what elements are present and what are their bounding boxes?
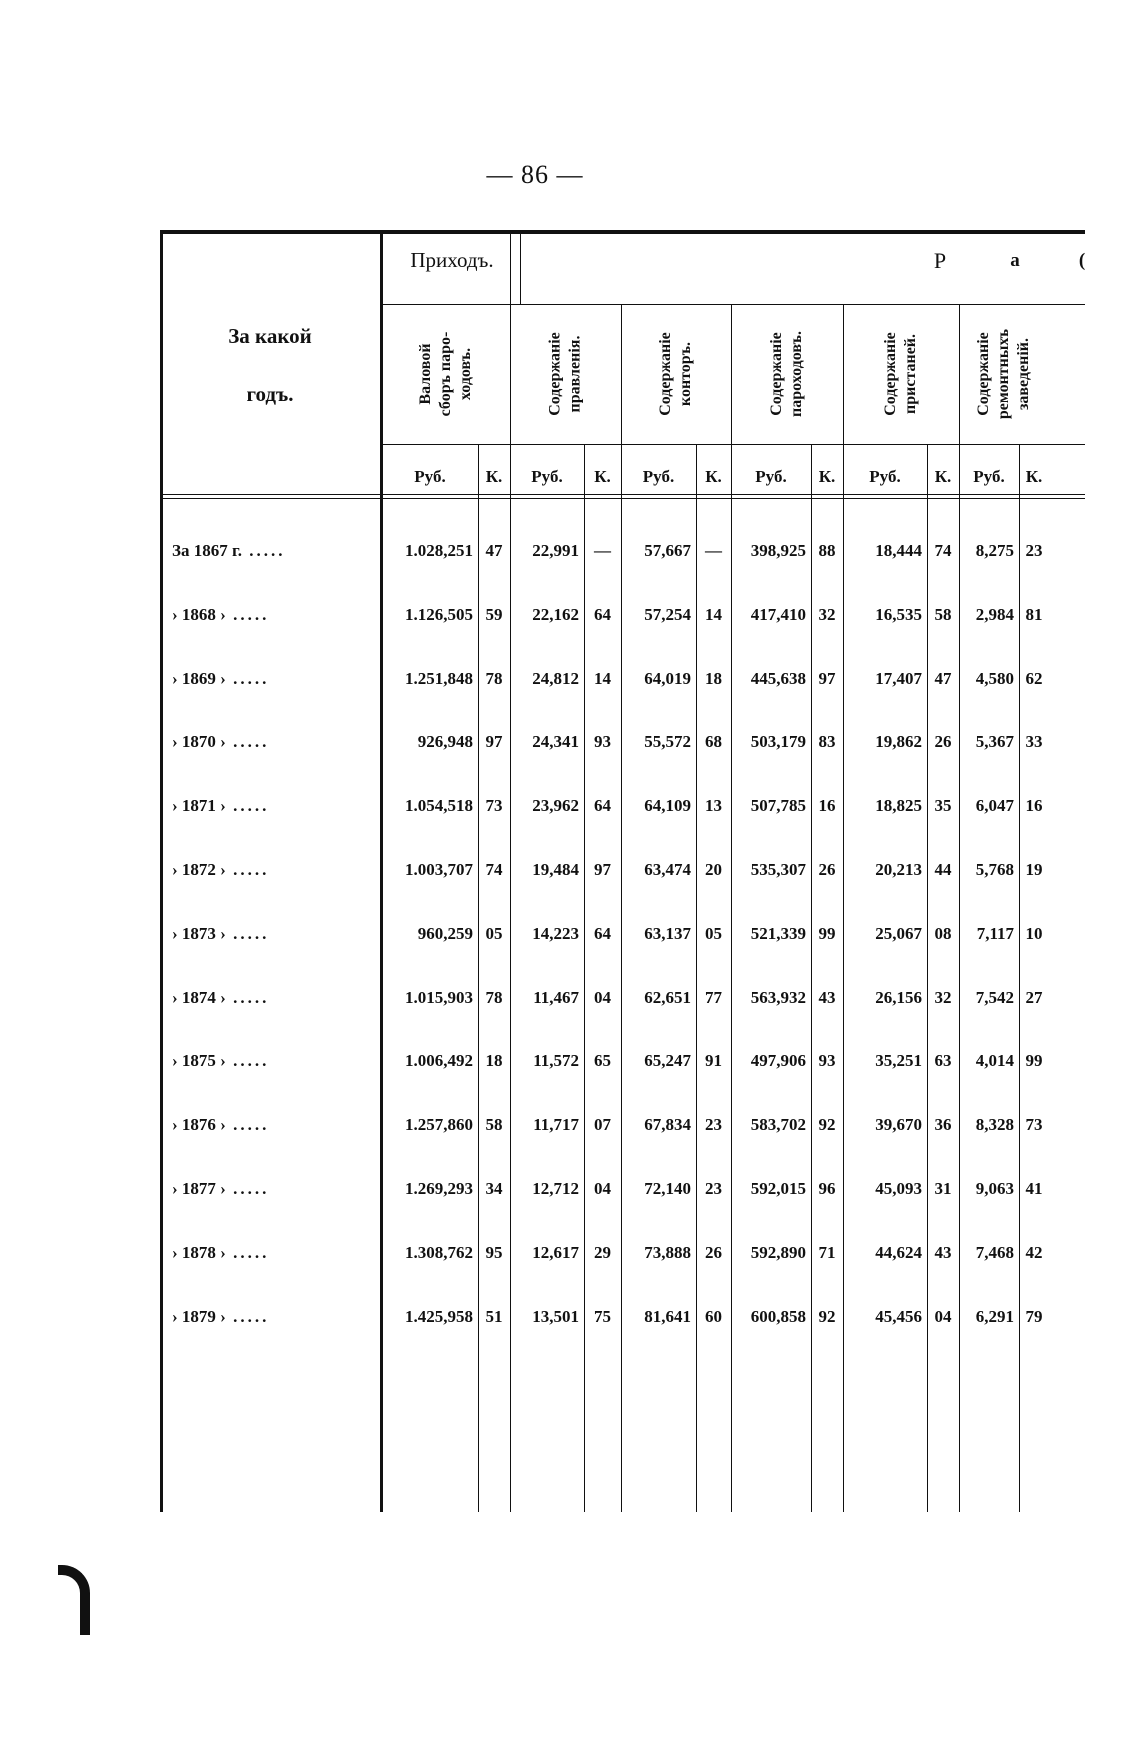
row-year-label — [172, 983, 382, 1013]
cell-gross-rub: 1.257,860 — [405, 1115, 473, 1134]
cell-board-rub: 19,484 — [532, 860, 579, 879]
cell-steamers-kop: 97 — [818, 669, 836, 688]
cell-gross-kop: 34 — [485, 1179, 503, 1198]
cell-repair-rub: 2,984 — [975, 605, 1014, 624]
cell-offices-rub: 57,667 — [644, 541, 691, 560]
unit-kop: К. — [818, 467, 836, 486]
column-header-label: Содержаніе ремонтныхъ заведеній. — [975, 328, 1033, 420]
row-year-label — [172, 1174, 382, 1204]
cell-steamers-rub: 600,858 — [750, 1307, 806, 1326]
cell-board-rub: 22,991 — [532, 541, 579, 560]
cell-steamers-rub: 503,179 — [750, 732, 806, 751]
cell-board-rub: 12,712 — [532, 1179, 579, 1198]
expense-group-letter-1: Р — [933, 248, 947, 273]
cell-repair-rub: 7,542 — [975, 988, 1014, 1007]
cell-piers-kop: 36 — [934, 1115, 952, 1134]
cell-board-kop: 64 — [594, 796, 611, 815]
cell-offices-rub: 64,109 — [644, 796, 691, 815]
cell-steamers-kop: 92 — [818, 1307, 836, 1326]
cell-piers-rub: 18,825 — [875, 796, 922, 815]
unit-kop: К. — [485, 467, 503, 486]
cell-piers-rub: 35,251 — [875, 1051, 922, 1070]
cell-steamers-rub: 497,906 — [750, 1051, 806, 1070]
cell-piers-rub: 16,535 — [875, 605, 922, 624]
cell-piers-kop: 63 — [934, 1051, 952, 1070]
cell-gross-kop: 73 — [485, 796, 503, 815]
cell-offices-rub: 72,140 — [644, 1179, 691, 1198]
cell-gross-kop: 18 — [485, 1051, 503, 1070]
row-year-label — [172, 664, 382, 694]
cell-offices-kop: 60 — [705, 1307, 722, 1326]
cell-piers-rub: 18,444 — [875, 541, 922, 560]
leader-dots: ..... — [225, 1243, 270, 1262]
cell-offices-rub: 57,254 — [644, 605, 691, 624]
cell-offices-kop: 05 — [705, 924, 722, 943]
cell-board-rub: 12,617 — [532, 1243, 579, 1262]
cell-piers-kop: 26 — [934, 732, 952, 751]
cell-steamers-rub: 592,015 — [750, 1179, 806, 1198]
leader-dots: ..... — [225, 860, 270, 879]
cell-board-kop: 64 — [594, 605, 611, 624]
cell-board-rub: 13,501 — [532, 1307, 579, 1326]
cell-gross-rub: 1.269,293 — [405, 1179, 473, 1198]
cell-piers-kop: 47 — [934, 669, 952, 688]
cell-gross-rub: 1.006,492 — [405, 1051, 473, 1070]
cell-gross-rub: 1.003,707 — [405, 860, 473, 879]
row-year-label — [172, 1110, 382, 1140]
cell-offices-kop: 26 — [705, 1243, 722, 1262]
cell-gross-rub: 1.251,848 — [405, 669, 473, 688]
cell-piers-rub: 17,407 — [875, 669, 922, 688]
cell-board-rub: 24,812 — [532, 669, 579, 688]
cell-piers-rub: 20,213 — [875, 860, 922, 879]
cell-board-kop: 07 — [594, 1115, 611, 1134]
cell-gross-rub: 1.015,903 — [405, 988, 473, 1007]
leader-dots: ..... — [225, 1307, 270, 1326]
cell-piers-kop: 08 — [934, 924, 952, 943]
cell-board-kop: 75 — [594, 1307, 611, 1326]
leader-dots: ..... — [225, 988, 270, 1007]
cell-piers-kop: 43 — [934, 1243, 952, 1262]
leader-dots: ..... — [225, 1179, 270, 1198]
cell-repair-rub: 5,768 — [975, 860, 1014, 879]
cell-piers-kop: 31 — [934, 1179, 952, 1198]
column-header-label: Содержаніе пароходовъ. — [768, 331, 805, 417]
leader-dots: ..... — [225, 796, 270, 815]
leader-dots: ..... — [225, 732, 270, 751]
cell-gross-kop: 97 — [485, 732, 503, 751]
cell-board-kop: 29 — [594, 1243, 611, 1262]
cell-board-kop: 65 — [594, 1051, 611, 1070]
cell-steamers-kop: 99 — [818, 924, 836, 943]
column-header-gross — [382, 306, 510, 442]
cell-offices-rub: 55,572 — [644, 732, 691, 751]
cell-gross-rub: 1.308,762 — [405, 1243, 473, 1262]
unit-kop: К. — [934, 467, 952, 486]
cell-board-kop: 04 — [594, 988, 611, 1007]
row-year-text: › 1876 › — [172, 1115, 226, 1134]
row-year-text: › 1871 › — [172, 796, 226, 815]
cell-repair-kop: 33 — [1025, 732, 1043, 751]
row-year-text: › 1878 › — [172, 1243, 226, 1262]
income-group-divider — [520, 234, 521, 304]
cell-board-rub: 11,572 — [533, 1051, 579, 1070]
leader-dots: ..... — [242, 541, 286, 560]
cell-steamers-rub: 592,890 — [750, 1243, 806, 1262]
column-header-label: Содержаніе правленія. — [546, 332, 584, 416]
row-year-label — [172, 1238, 382, 1268]
cell-board-kop: 04 — [594, 1179, 611, 1198]
cell-repair-kop: 73 — [1025, 1115, 1043, 1134]
cell-board-rub: 14,223 — [532, 924, 579, 943]
cell-steamers-kop: 83 — [818, 732, 836, 751]
unit-rub: Руб. — [869, 467, 901, 486]
column-header-offices — [621, 306, 731, 442]
cell-gross-rub: 1.028,251 — [405, 541, 473, 560]
row-year-label — [172, 727, 382, 757]
cell-board-rub: 11,717 — [533, 1115, 579, 1134]
cell-piers-kop: 35 — [934, 796, 952, 815]
cell-gross-kop: 05 — [485, 924, 503, 943]
row-year-text: › 1875 › — [172, 1051, 226, 1070]
row-year-text: › 1874 › — [172, 988, 226, 1007]
cell-offices-kop: 77 — [705, 988, 722, 1007]
cell-piers-rub: 45,456 — [875, 1307, 922, 1326]
cell-repair-kop: 27 — [1025, 988, 1043, 1007]
cell-offices-kop: 91 — [705, 1051, 722, 1070]
cell-gross-kop: 51 — [485, 1307, 503, 1326]
expense-group-letter-3: ( — [1078, 250, 1085, 271]
cell-gross-rub: 926,948 — [417, 732, 473, 751]
income-group-header: Приходъ. — [410, 248, 494, 272]
unit-kop: К. — [1025, 467, 1043, 486]
row-year-label — [172, 855, 382, 885]
column-header-board — [510, 306, 621, 442]
row-year-label — [172, 1302, 382, 1332]
cell-gross-rub: 1.126,505 — [405, 605, 473, 624]
cell-board-rub: 22,162 — [532, 605, 579, 624]
cell-board-kop: 64 — [594, 924, 611, 943]
finance-table — [160, 230, 1085, 1512]
cell-offices-kop: 13 — [705, 796, 722, 815]
cell-repair-rub: 7,468 — [975, 1243, 1014, 1262]
cell-offices-kop: 20 — [705, 860, 722, 879]
cell-board-kop: — — [594, 541, 611, 560]
column-header-label: Валовой сборъ паро- ходовъ. — [417, 331, 474, 417]
cell-gross-rub: 960,259 — [417, 924, 473, 943]
column-header-repair — [959, 306, 1049, 442]
cell-repair-rub: 8,328 — [975, 1115, 1014, 1134]
row-year-label — [172, 1046, 382, 1076]
cell-steamers-kop: 16 — [818, 796, 836, 815]
unit-kop: К. — [594, 467, 611, 486]
cell-repair-kop: 41 — [1025, 1179, 1043, 1198]
table-left-border — [160, 234, 163, 1512]
row-year-text: За 1867 г. — [172, 541, 243, 560]
cell-offices-kop: 14 — [705, 605, 722, 624]
cell-steamers-rub: 521,339 — [750, 924, 806, 943]
header-rule-2 — [160, 498, 1085, 499]
cell-repair-kop: 23 — [1025, 541, 1043, 560]
leader-dots: ..... — [225, 1115, 270, 1134]
cell-piers-rub: 19,862 — [875, 732, 922, 751]
unit-rub: Руб. — [642, 467, 675, 486]
row-year-label — [172, 536, 382, 566]
cell-repair-rub: 4,014 — [975, 1051, 1014, 1070]
row-year-text: › 1869 › — [172, 669, 226, 688]
cell-offices-kop: — — [705, 541, 722, 560]
cell-repair-rub: 4,580 — [975, 669, 1014, 688]
cell-piers-rub: 39,670 — [875, 1115, 922, 1134]
cell-offices-kop: 68 — [705, 732, 722, 751]
cell-board-rub: 24,341 — [532, 732, 579, 751]
cell-piers-rub: 44,624 — [875, 1243, 922, 1262]
cell-repair-rub: 6,047 — [975, 796, 1014, 815]
row-year-text: › 1877 › — [172, 1179, 226, 1198]
cell-offices-rub: 73,888 — [644, 1243, 691, 1262]
cell-repair-rub: 9,063 — [975, 1179, 1014, 1198]
column-header-steamers — [731, 306, 843, 442]
cell-repair-kop: 79 — [1025, 1307, 1043, 1326]
cell-offices-rub: 64,019 — [644, 669, 691, 688]
row-year-text: › 1868 › — [172, 605, 226, 624]
cell-piers-kop: 74 — [934, 541, 952, 560]
cell-piers-rub: 25,067 — [875, 924, 922, 943]
cell-steamers-rub: 445,638 — [750, 669, 806, 688]
cell-steamers-kop: 71 — [818, 1243, 836, 1262]
cell-gross-rub: 1.054,518 — [405, 796, 473, 815]
cell-offices-kop: 18 — [705, 669, 722, 688]
column-header-label: Содержаніе конторъ. — [657, 332, 694, 416]
cell-piers-rub: 45,093 — [875, 1179, 922, 1198]
cell-piers-kop: 32 — [934, 988, 952, 1007]
cell-offices-kop: 23 — [705, 1179, 722, 1198]
cell-steamers-rub: 583,702 — [750, 1115, 806, 1134]
cell-steamers-kop: 92 — [818, 1115, 836, 1134]
row-year-text: › 1873 › — [172, 924, 226, 943]
page-number: — 86 — — [486, 160, 584, 189]
cell-board-rub: 11,467 — [533, 988, 579, 1007]
row-year-label — [172, 791, 382, 821]
unit-rub: Руб. — [973, 467, 1005, 486]
row-year-label — [172, 600, 382, 630]
column-header-label: Содержаніе пристаней. — [882, 332, 919, 416]
cell-offices-rub: 62,651 — [644, 988, 691, 1007]
cell-steamers-kop: 96 — [818, 1179, 836, 1198]
cell-steamers-kop: 93 — [818, 1051, 836, 1070]
row-year-text: › 1872 › — [172, 860, 226, 879]
column-header-piers — [843, 306, 959, 442]
cell-piers-kop: 04 — [934, 1307, 952, 1326]
cell-repair-rub: 6,291 — [975, 1307, 1014, 1326]
bracket-mark — [58, 1565, 90, 1635]
cell-steamers-kop: 43 — [818, 988, 836, 1007]
cell-repair-kop: 99 — [1025, 1051, 1043, 1070]
cell-piers-kop: 58 — [934, 605, 952, 624]
cell-steamers-kop: 88 — [818, 541, 836, 560]
cell-offices-rub: 65,247 — [644, 1051, 691, 1070]
cell-gross-kop: 58 — [485, 1115, 503, 1134]
cell-steamers-kop: 32 — [818, 605, 836, 624]
cell-board-kop: 97 — [594, 860, 611, 879]
column-header-underline — [382, 444, 1085, 445]
cell-steamers-rub: 398,925 — [750, 541, 806, 560]
cell-piers-rub: 26,156 — [875, 988, 922, 1007]
cell-gross-kop: 59 — [485, 605, 503, 624]
cell-board-kop: 93 — [594, 732, 611, 751]
leader-dots: ..... — [225, 1051, 270, 1070]
cell-repair-rub: 7,117 — [976, 924, 1014, 943]
cell-steamers-rub: 417,410 — [750, 605, 806, 624]
cell-repair-kop: 81 — [1025, 605, 1043, 624]
cell-offices-rub: 63,474 — [644, 860, 691, 879]
cell-gross-kop: 95 — [485, 1243, 503, 1262]
cell-board-rub: 23,962 — [532, 796, 579, 815]
cell-repair-rub: 8,275 — [975, 541, 1014, 560]
cell-offices-kop: 23 — [705, 1115, 722, 1134]
cell-steamers-kop: 26 — [818, 860, 836, 879]
cell-gross-kop: 47 — [485, 541, 503, 560]
cell-steamers-rub: 535,307 — [750, 860, 806, 879]
cell-steamers-rub: 563,932 — [750, 988, 806, 1007]
unit-rub: Руб. — [531, 467, 563, 486]
row-year-label — [172, 919, 382, 949]
cell-gross-kop: 74 — [485, 860, 503, 879]
cell-gross-kop: 78 — [485, 988, 503, 1007]
cell-repair-rub: 5,367 — [975, 732, 1014, 751]
leader-dots: ..... — [225, 605, 270, 624]
cell-gross-rub: 1.425,958 — [405, 1307, 473, 1326]
unit-rub: Руб. — [755, 467, 787, 486]
cell-steamers-rub: 507,785 — [750, 796, 806, 815]
expense-group-letter-2: а — [1010, 250, 1020, 271]
cell-board-kop: 14 — [594, 669, 611, 688]
cell-gross-kop: 78 — [485, 669, 503, 688]
cell-repair-kop: 62 — [1025, 669, 1043, 688]
cell-repair-kop: 16 — [1025, 796, 1043, 815]
cell-offices-rub: 67,834 — [644, 1115, 691, 1134]
group-header-underline — [382, 304, 1085, 305]
cell-repair-kop: 42 — [1025, 1243, 1043, 1262]
row-year-text: › 1879 › — [172, 1307, 226, 1326]
leader-dots: ..... — [225, 924, 270, 943]
year-header-line2: годъ. — [246, 382, 294, 406]
cell-repair-kop: 19 — [1025, 860, 1043, 879]
cell-piers-kop: 44 — [934, 860, 952, 879]
cell-repair-kop: 10 — [1025, 924, 1043, 943]
leader-dots: ..... — [225, 669, 270, 688]
unit-kop: К. — [705, 467, 722, 486]
cell-offices-rub: 81,641 — [644, 1307, 691, 1326]
year-header-line1: За какой — [228, 324, 312, 348]
row-year-text: › 1870 › — [172, 732, 226, 751]
unit-rub: Руб. — [414, 467, 446, 486]
cell-offices-rub: 63,137 — [644, 924, 691, 943]
